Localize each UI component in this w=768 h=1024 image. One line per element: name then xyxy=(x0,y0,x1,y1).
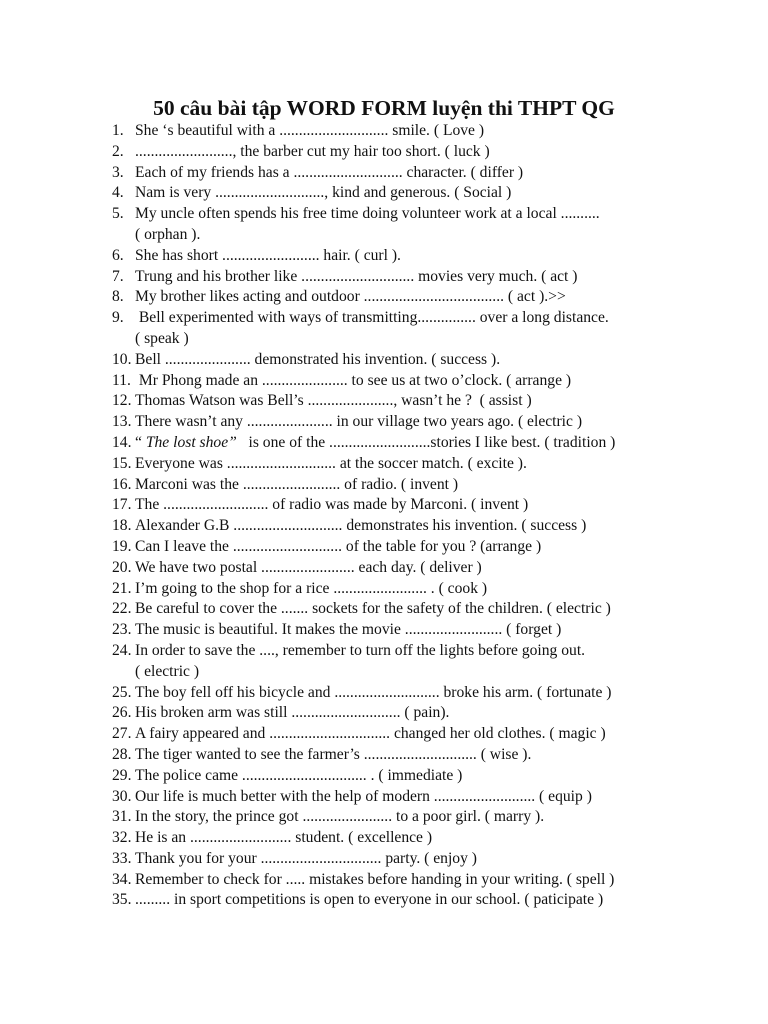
exercise-item xyxy=(112,579,712,600)
exercise-text xyxy=(112,683,712,704)
exercise-line: Trung and his brother like ............................. movies very much. ( act ) xyxy=(135,267,578,285)
exercise-item xyxy=(112,204,712,246)
exercise-item xyxy=(112,724,712,745)
exercise-line-continued: ( electric ) xyxy=(135,662,200,680)
exercise-line: A fairy appeared and ............................... changed her old clothes. ( magic ) xyxy=(135,725,606,743)
exercise-line: My uncle often spends his free time doing volunteer work at a local .......... xyxy=(135,205,600,223)
exercise-line: Nam is very ............................, kind and generous. ( Social ) xyxy=(135,184,512,202)
exercise-line: His broken arm was still ............................ ( pain). xyxy=(135,704,450,722)
exercise-text xyxy=(112,620,712,641)
exercise-line: Thank you for your ............................... party. ( enjoy ) xyxy=(135,849,477,867)
exercise-item xyxy=(112,745,712,766)
exercise-line: Alexander G.B ............................ demonstrates his invention. ( success ) xyxy=(135,517,587,535)
exercise-number: 28. xyxy=(112,745,132,763)
exercise-number: 32. xyxy=(112,829,132,847)
exercise-number: 21. xyxy=(112,579,132,597)
exercise-line: I’m going to the shop for a rice ........................ . ( cook ) xyxy=(135,579,488,597)
exercise-line: There wasn’t any ...................... in our village two years ago. ( electric ) xyxy=(135,413,583,431)
exercise-text xyxy=(112,142,712,163)
exercise-text xyxy=(112,870,712,891)
exercise-text xyxy=(112,204,712,246)
exercise-text xyxy=(112,787,712,808)
exercise-number: 19. xyxy=(112,537,132,555)
exercise-text xyxy=(112,183,712,204)
exercise-number: 7. xyxy=(112,267,124,285)
exercise-text xyxy=(112,724,712,745)
exercise-line: He is an .......................... student. ( excellence ) xyxy=(135,829,433,847)
exercise-line: In order to save the ...., remember to turn off the lights before going out. xyxy=(135,641,586,659)
exercise-number: 13. xyxy=(112,413,132,431)
exercise-item xyxy=(112,890,712,911)
exercise-text xyxy=(112,849,712,870)
exercise-number: 24. xyxy=(112,641,132,659)
exercise-number: 25. xyxy=(112,683,132,701)
exercise-line-continued: ( orphan ). xyxy=(135,225,201,243)
exercise-number: 17. xyxy=(112,496,132,514)
exercise-item xyxy=(112,870,712,891)
exercise-item xyxy=(112,412,712,433)
exercise-number: 3. xyxy=(112,163,124,181)
exercise-item xyxy=(112,807,712,828)
exercise-text xyxy=(112,475,712,496)
exercise-line: Bell experimented with ways of transmitting............... over a long distance. xyxy=(135,309,609,327)
exercise-text xyxy=(112,246,712,267)
exercise-line: My brother likes acting and outdoor .................................... ( act ).>> xyxy=(135,288,566,306)
exercise-line: Be careful to cover the ....... sockets for the safety of the children. ( electric ) xyxy=(135,600,611,618)
exercise-item xyxy=(112,121,712,142)
exercise-text xyxy=(112,745,712,766)
exercise-text xyxy=(112,516,712,537)
exercise-text xyxy=(112,828,712,849)
exercise-number: 8. xyxy=(112,288,124,306)
exercise-text xyxy=(112,412,712,433)
exercise-text xyxy=(112,267,712,288)
exercise-item xyxy=(112,287,712,308)
exercise-number: 14. xyxy=(112,433,132,451)
exercise-item xyxy=(112,433,712,454)
exercise-line: Can I leave the ............................ of the table for you ? (arrange ) xyxy=(135,537,542,555)
exercise-number: 30. xyxy=(112,787,132,805)
exercise-item xyxy=(112,599,712,620)
exercise-text xyxy=(112,766,712,787)
exercise-number: 11. xyxy=(112,371,131,389)
exercise-item xyxy=(112,183,712,204)
exercise-item xyxy=(112,495,712,516)
exercise-item xyxy=(112,142,712,163)
exercise-text xyxy=(112,371,712,392)
exercise-item xyxy=(112,475,712,496)
exercise-item xyxy=(112,620,712,641)
exercise-text xyxy=(112,579,712,600)
exercise-text xyxy=(112,433,712,454)
exercise-number: 23. xyxy=(112,621,132,639)
exercise-line: The ........................... of radio was made by Marconi. ( invent ) xyxy=(135,496,529,514)
exercise-line: is one of the ..........................stories I like best. ( tradition ) xyxy=(236,433,616,451)
exercise-item xyxy=(112,516,712,537)
exercise-number: 4. xyxy=(112,184,124,202)
exercise-text xyxy=(112,890,712,911)
exercise-number: 27. xyxy=(112,725,132,743)
exercise-line: The music is beautiful. It makes the movie ......................... ( forget ) xyxy=(135,621,562,639)
exercise-line: Our life is much better with the help of modern .......................... ( equip ) xyxy=(135,787,592,805)
exercise-line: ......... in sport competitions is open to everyone in our school. ( paticipate ) xyxy=(135,891,604,909)
exercise-line: The boy fell off his bicycle and ........................... broke his arm. ( fortunate ) xyxy=(135,683,612,701)
exercise-number: 2. xyxy=(112,142,124,160)
exercise-text xyxy=(112,391,712,412)
exercise-text xyxy=(112,287,712,308)
exercise-text xyxy=(112,807,712,828)
exercise-number: 5. xyxy=(112,205,124,223)
exercise-list xyxy=(112,121,712,911)
exercise-number: 22. xyxy=(112,600,132,618)
exercise-item xyxy=(112,391,712,412)
exercise-number: 6. xyxy=(112,246,124,264)
exercise-number: 18. xyxy=(112,517,132,535)
exercise-number: 31. xyxy=(112,808,132,826)
exercise-item xyxy=(112,537,712,558)
exercise-number: 26. xyxy=(112,704,132,722)
exercise-text xyxy=(112,537,712,558)
exercise-number: 16. xyxy=(112,475,132,493)
exercise-number: 34. xyxy=(112,870,132,888)
exercise-number: 29. xyxy=(112,766,132,784)
exercise-line: We have two postal ........................ each day. ( deliver ) xyxy=(135,558,482,576)
exercise-text xyxy=(112,121,712,142)
exercise-number: 12. xyxy=(112,392,132,410)
exercise-text xyxy=(112,163,712,184)
exercise-text xyxy=(112,703,712,724)
exercise-line: Remember to check for ..... mistakes before handing in your writing. ( spell ) xyxy=(135,870,615,888)
exercise-number: 35. xyxy=(112,891,132,909)
exercise-text xyxy=(112,641,712,683)
exercise-line: She has short ......................... hair. ( curl ). xyxy=(135,246,401,264)
exercise-item xyxy=(112,350,712,371)
exercise-line: Everyone was ............................ at the soccer match. ( excite ). xyxy=(135,454,527,472)
exercise-line: Bell ...................... demonstrated his invention. ( success ). xyxy=(135,350,501,368)
exercise-item xyxy=(112,371,712,392)
exercise-item xyxy=(112,308,712,350)
exercise-item xyxy=(112,787,712,808)
exercise-item xyxy=(112,828,712,849)
exercise-item xyxy=(112,766,712,787)
exercise-item xyxy=(112,683,712,704)
exercise-text xyxy=(112,495,712,516)
exercise-number: 9. xyxy=(112,309,124,327)
exercise-item xyxy=(112,267,712,288)
exercise-number: 1. xyxy=(112,122,124,139)
exercise-text xyxy=(112,558,712,579)
exercise-number: 33. xyxy=(112,849,132,867)
quote-mark: “ xyxy=(135,433,146,451)
exercise-line-continued: ( speak ) xyxy=(135,329,189,347)
exercise-text xyxy=(112,454,712,475)
exercise-line: ........................., the barber cut my hair too short. ( luck ) xyxy=(135,142,490,160)
exercise-item xyxy=(112,163,712,184)
exercise-item xyxy=(112,558,712,579)
exercise-item xyxy=(112,454,712,475)
exercise-line: She ‘s beautiful with a ............................ smile. ( Love ) xyxy=(135,122,485,139)
exercise-item xyxy=(112,849,712,870)
exercise-text xyxy=(112,350,712,371)
exercise-line: The tiger wanted to see the farmer’s ............................. ( wise ). xyxy=(135,745,532,763)
exercise-line: In the story, the prince got ....................... to a poor girl. ( marry ). xyxy=(135,808,545,826)
exercise-number: 15. xyxy=(112,454,132,472)
exercise-line: Marconi was the ......................... of radio. ( invent ) xyxy=(135,475,459,493)
exercise-line: Each of my friends has a ............................ character. ( differ ) xyxy=(135,163,524,181)
exercise-line: Thomas Watson was Bell’s ......................, wasn’t he ? ( assist ) xyxy=(135,392,532,410)
exercise-line: The police came ................................ . ( immediate ) xyxy=(135,766,463,784)
exercise-item xyxy=(112,246,712,267)
exercise-number: 20. xyxy=(112,558,132,576)
story-title: The lost shoe” xyxy=(145,433,237,451)
exercise-text xyxy=(112,599,712,620)
exercise-item xyxy=(112,641,712,683)
page-title: 50 câu bài tập WORD FORM luyện thi THPT QG xyxy=(153,96,615,120)
exercise-text xyxy=(112,308,712,350)
exercise-line: Mr Phong made an ...................... to see us at two o’clock. ( arrange ) xyxy=(135,371,572,389)
exercise-number: 10. xyxy=(112,350,132,368)
exercise-item xyxy=(112,703,712,724)
